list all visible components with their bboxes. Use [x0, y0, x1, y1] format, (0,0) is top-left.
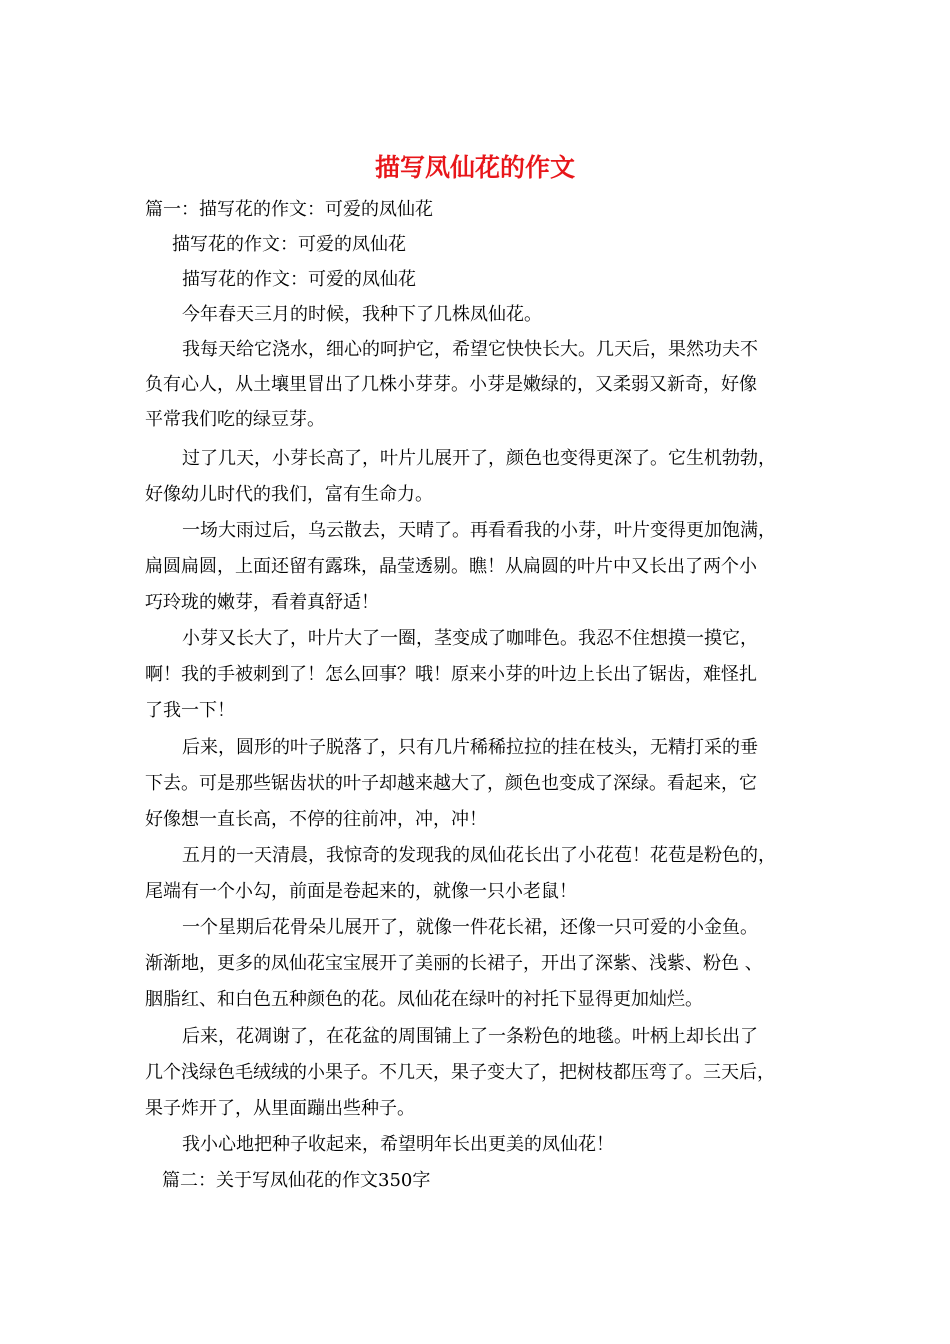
subtitle-line: 描写花的作文：可爱的凤仙花 — [182, 269, 416, 290]
paragraph-line: 一个星期后花骨朵儿展开了，就像一件花长裙，还像一只可爱的小金鱼。 — [182, 917, 758, 938]
paragraph-line: 巧玲珑的嫩芽，看着真舒适！ — [145, 592, 379, 613]
paragraph-line: 扁圆扁圆，上面还留有露珠，晶莹透剔。瞧！从扁圆的叶片中又长出了两个小 — [145, 556, 757, 577]
paragraph-line: 好像想一直长高，不停的往前冲，冲，冲！ — [145, 809, 487, 830]
paragraph-line: 过了几天，小芽长高了，叶片儿展开了，颜色也变得更深了。它生机勃勃， — [182, 448, 776, 469]
paragraph-line: 负有心人，从土壤里冒出了几株小芽芽。小芽是嫩绿的，又柔弱又新奇，好像 — [145, 374, 757, 395]
paragraph-line: 好像幼儿时代的我们，富有生命力。 — [145, 484, 433, 505]
paragraph-line: 渐渐地，更多的凤仙花宝宝展开了美丽的长裙子，开出了深紫、浅紫、粉色 、 — [145, 953, 763, 974]
paragraph-line: 尾端有一个小勾，前面是卷起来的，就像一只小老鼠！ — [145, 881, 577, 902]
paragraph-line: 几个浅绿色毛绒绒的小果子。不几天，果子变大了，把树枝都压弯了。三天后， — [145, 1062, 775, 1083]
paragraph-line: 后来，花凋谢了，在花盆的周围铺上了一条粉色的地毯。叶柄上却长出了 — [182, 1026, 758, 1047]
section-heading-1: 篇一：描写花的作文：可爱的凤仙花 — [145, 199, 433, 220]
paragraph-line: 平常我们吃的绿豆芽。 — [145, 409, 325, 430]
paragraph-line: 胭脂红、和白色五种颜色的花。凤仙花在绿叶的衬托下显得更加灿烂。 — [145, 989, 703, 1010]
paragraph-line: 了我一下！ — [145, 700, 235, 721]
paragraph-line: 果子炸开了，从里面蹦出些种子。 — [145, 1098, 415, 1119]
paragraph-line: 我小心地把种子收起来，希望明年长出更美的凤仙花！ — [182, 1134, 614, 1155]
paragraph-line: 后来，圆形的叶子脱落了，只有几片稀稀拉拉的挂在枝头，无精打采的垂 — [182, 737, 758, 758]
paragraph-line: 小芽又长大了，叶片大了一圈，茎变成了咖啡色。我忍不住想摸一摸它， — [182, 628, 758, 649]
paragraph-line: 啊！我的手被刺到了！怎么回事？哦！原来小芽的叶边上长出了锯齿，难怪扎 — [145, 664, 757, 685]
document-title: 描写凤仙花的作文 — [374, 153, 575, 182]
paragraph-line: 一场大雨过后，乌云散去，天晴了。再看看我的小芽，叶片变得更加饱满， — [182, 520, 776, 541]
paragraph-line: 我每天给它浇水，细心的呵护它，希望它快快长大。几天后，果然功夫不 — [182, 339, 758, 360]
paragraph-line: 五月的一天清晨，我惊奇的发现我的凤仙花长出了小花苞！花苞是粉色的， — [182, 845, 776, 866]
paragraph-line: 下去。可是那些锯齿状的叶子却越来越大了，颜色也变成了深绿。看起来，它 — [145, 773, 757, 794]
subtitle-line: 描写花的作文：可爱的凤仙花 — [172, 234, 406, 255]
paragraph-line: 今年春天三月的时候，我种下了几株凤仙花。 — [182, 304, 542, 325]
section-heading-2: 篇二：关于写凤仙花的作文350字 — [162, 1170, 431, 1191]
